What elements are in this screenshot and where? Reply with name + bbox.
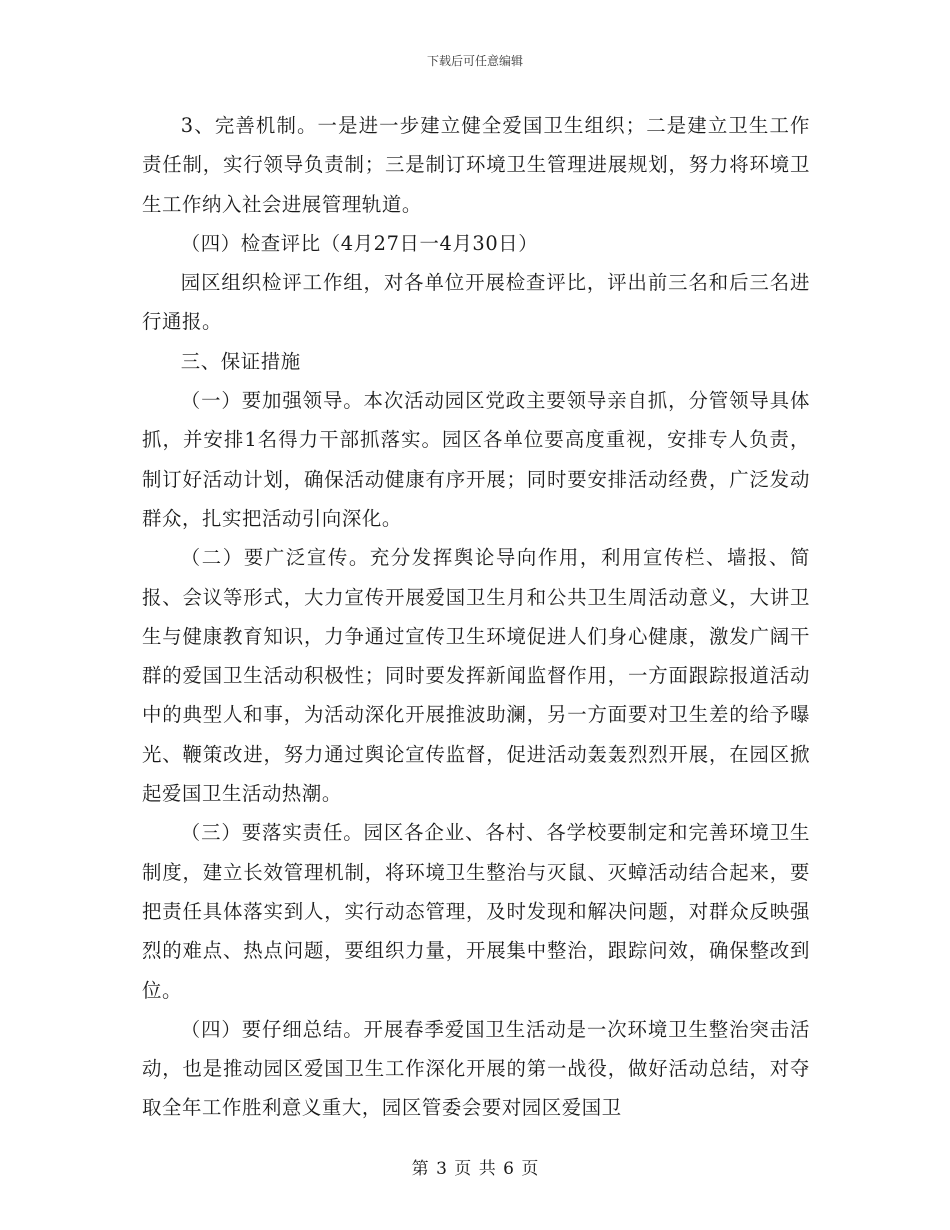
page-header: 下载后可任意编辑 bbox=[426, 54, 523, 68]
section-heading-safeguards: 三、保证措施 bbox=[180, 349, 301, 373]
paragraph-responsibility: （三）要落实责任。园区各企业、各村、各学校要制定和完善环境卫生制度，建立长效管理机制，将环境卫生整治与灭鼠、灭蟑活动结合起来，要把责任具体落实到人，实行动态管理，及时发现和解决问题，对群众反映强烈的难点、热点问题，要组织力量，开展集中整治，跟踪问效，确保整改到位。 bbox=[142, 821, 810, 1002]
paragraph-improve-mechanism: 3、完善机制。一是进一步建立健全爱国卫生组织；二是建立卫生工作责任制，实行领导负责制；三是制订环境卫生管理进展规划，努力将环境卫生工作纳入社会进展管理轨道。 bbox=[142, 114, 810, 216]
paragraph-inspection-body: 园区组织检评工作组，对各单位开展检查评比，评出前三名和后三名进行通报。 bbox=[142, 271, 810, 334]
paragraph-leadership: （一）要加强领导。本次活动园区党政主要领导亲自抓，分管领导具体抓，并安排1名得力干部抓落实。园区各单位要高度重视，安排专人负责，制订好活动计划，确保活动健康有序开展；同时要安排活动经费，广泛发动群众，扎实把活动引向深化。 bbox=[142, 389, 810, 530]
paragraph-inspection-heading: （四）检查评比（4月27日一4月30日） bbox=[180, 231, 539, 255]
document-body bbox=[142, 106, 810, 1128]
page-number: 第 3 页 共 6 页 bbox=[411, 1159, 539, 1179]
paragraph-summary: （四）要仔细总结。开展春季爱国卫生活动是一次环境卫生整治突击活动，也是推动园区爱国卫生工作深化开展的第一战役，做好活动总结，对夺取全年工作胜利意义重大，园区管委会要对园区爱国卫 bbox=[142, 1017, 810, 1120]
paragraph-publicity: （二）要广泛宣传。充分发挥舆论导向作用，利用宣传栏、墙报、简报、会议等形式，大力宣传开展爱国卫生月和公共卫生周活动意义，大讲卫生与健康教育知识，力争通过宣传卫生环境促进人们身心健康，激发广阔干群的爱国卫生活动积极性；同时要发挥新闻监督作用，一方面跟踪报道活动中的典型人和事，为活动深化开展推波助澜，另一方面要对卫生差的给予曝光、鞭策改进，努力通过舆论宣传监督，促进活动轰轰烈烈开展，在园区掀起爱国卫生活动热潮。 bbox=[142, 546, 810, 806]
